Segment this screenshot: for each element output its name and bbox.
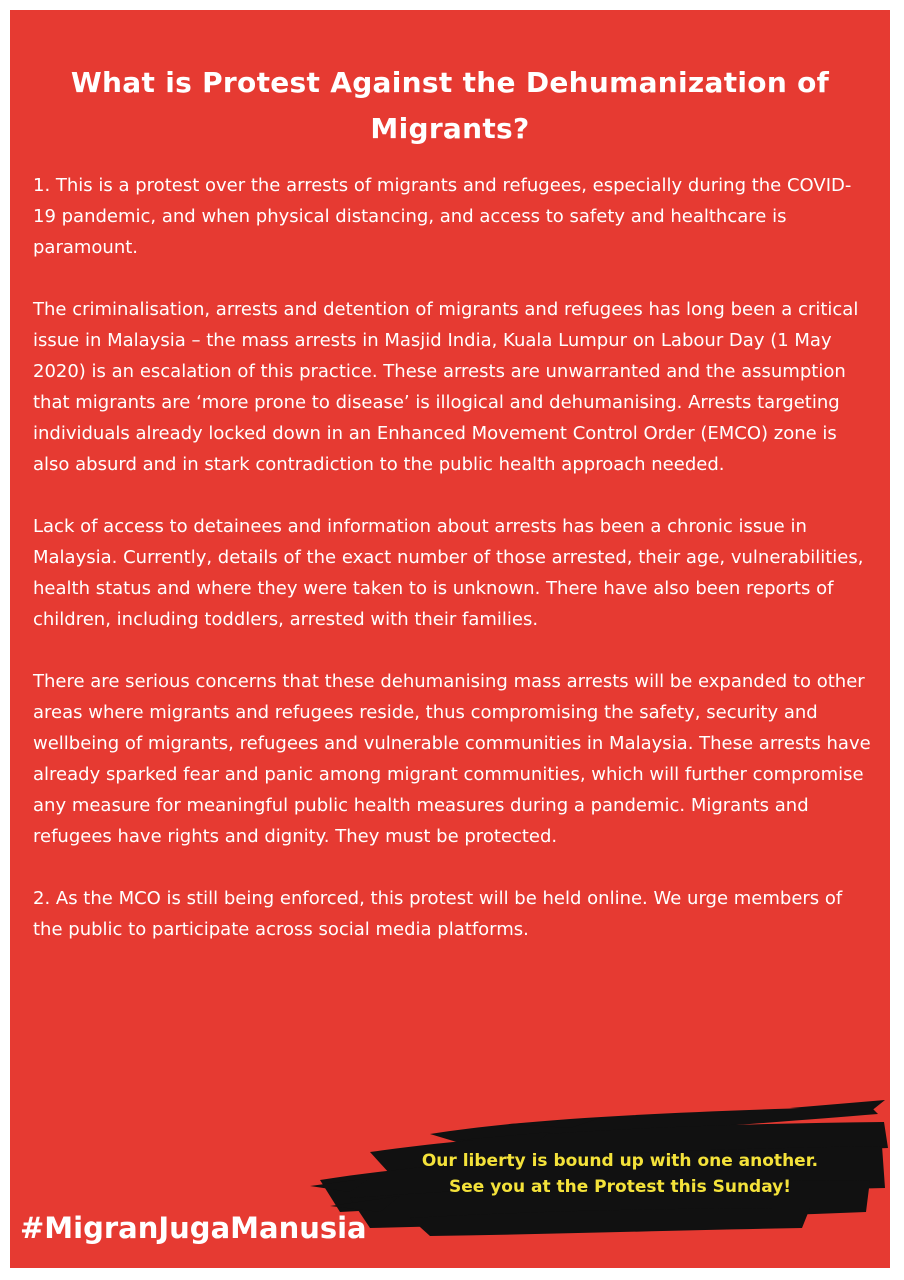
slogan-text [380,1148,860,1200]
paragraph-4: There are serious concerns that these dehumanising mass arrests will be expanded to other areas where migrants and refugees reside, thus compromising the safety, security and wellbeing of migrants, refugees and vulnerable communities in Malaysia. These arrests have already sparked fear and panic among migrant communities, which will further compromise any measure for meaningful public health measures during a pandemic. Migrants and refugees have rights and dignity. They must be protected. [33,671,871,847]
poster-body [33,170,873,976]
paragraph-1: 1. This is a protest over the arrests of migrants and refugees, especially during the COVID-19 pandemic, and when physical distancing, and access to safety and healthcare is paramount. [33,175,852,258]
slogan-line-2: See you at the Protest this Sunday! [448,1177,792,1197]
slogan-line-1: Our liberty is bound up with one another. [421,1151,819,1171]
paragraph-2: The criminalisation, arrests and detention of migrants and refugees has long been a critical issue in Malaysia – the mass arrests in Masjid India, Kuala Lumpur on Labour Day (1 May 2020) is an escalation of this practice. These arrests are unwarranted and the assumption that migrants are ‘more prone to disease’ is illogical and dehumanising. Arrests targeting individuals already locked down in an Enhanced Movement Control Order (EMCO) zone is also absurd and in stark contradiction to the public health approach needed. [33,299,859,475]
paragraph-3: Lack of access to detainees and information about arrests has been a chronic issue in Malaysia. Currently, details of the exact number of those arrested, their age, vulnerabilities, health status and where they were taken to is unknown. There have also been reports of children, including toddlers, arrested with their families. [33,516,864,630]
poster [10,10,890,1268]
paragraph-5: 2. As the MCO is still being enforced, this protest will be held online. We urge members of the public to participate across social media platforms. [33,888,843,940]
slogan-banner [310,1088,890,1238]
poster-title: What is Protest Against the Dehumanization of Migrants? [70,66,830,145]
hashtag: #MigranJugaManusia [20,1211,367,1245]
